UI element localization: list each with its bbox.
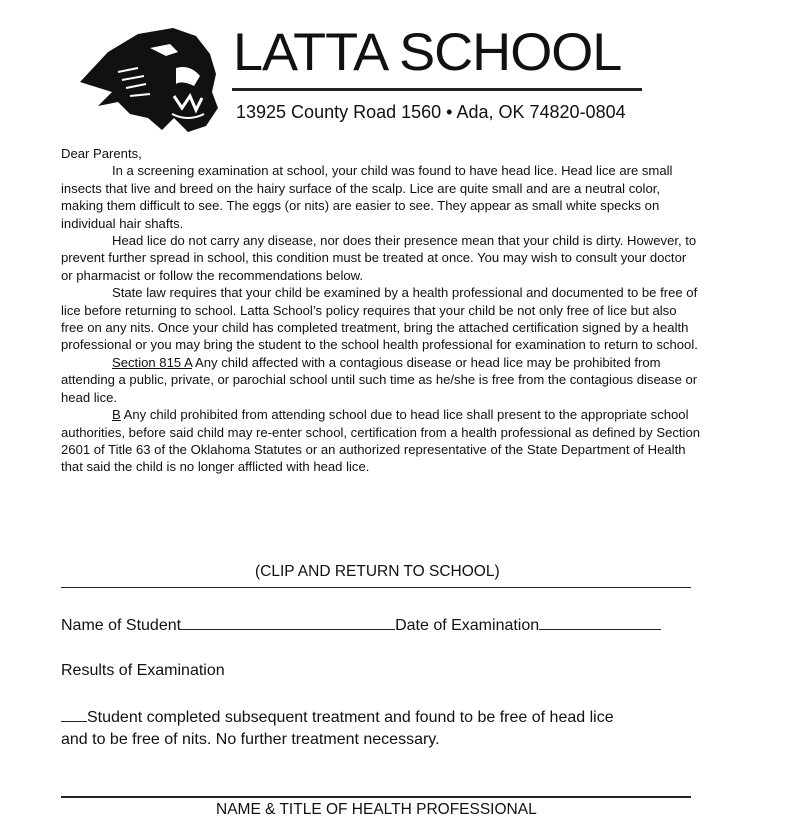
paragraph-screening: In a screening examination at school, your child was found to have head lice. Head lice are small insects that live and breed on the hairy surface of the scalp. Lice are quite small and are a neutral color, making them difficult to see. The eggs (or nits) are easier to see. They appear as small white specks on individual hair shafts.	[61, 163, 673, 231]
clip-divider	[61, 563, 691, 588]
result-option-line2: and to be free of nits. No further treatment necessary.	[61, 731, 440, 748]
paragraph-section-a	[61, 354, 701, 406]
panther-head-icon	[78, 22, 228, 134]
paragraph-section-b	[61, 406, 701, 476]
date-of-exam-label: Date of Examination	[395, 617, 540, 634]
signature-label: NAME & TITLE OF HEALTH PROFESSIONAL	[216, 801, 537, 818]
clip-label: (CLIP AND RETURN TO SCHOOL)	[255, 563, 500, 580]
salutation: Dear Parents,	[61, 146, 142, 161]
name-of-student-field[interactable]	[181, 615, 395, 630]
school-address: 13925 County Road 1560 • Ada, OK 74820-0804	[236, 102, 626, 122]
school-name: LATTA SCHOOL	[233, 23, 622, 82]
section-a-text: Any child affected with a contagious disease or head lice may be prohibited from attending a public, private, or parochial school until such time as he/she is free from the contagious disease or head lice.	[61, 354, 698, 405]
results-label: Results of Examination	[61, 662, 225, 679]
paragraph-disease: Head lice do not carry any disease, nor does their presence mean that your child is dirty. However, to prevent further spread in school, this condition must be treated at once. You may wish to consult your doctor or pharmacist or follow the recommendations below.	[61, 233, 697, 283]
result-checkbox-blank[interactable]	[61, 707, 87, 722]
result-option-line1: Student completed subsequent treatment and found to be free of head lice	[87, 709, 614, 726]
date-of-exam-field[interactable]	[539, 615, 661, 630]
section-a-label: Section 815 A	[112, 354, 193, 370]
header-divider	[232, 88, 642, 91]
letter-body	[61, 145, 701, 476]
section-b-label: B	[112, 407, 121, 423]
signature-line[interactable]	[61, 796, 691, 798]
name-of-student-label: Name of Student	[61, 617, 182, 634]
student-info-row	[61, 615, 661, 635]
result-option-row	[61, 707, 614, 727]
section-b-text: Any child prohibited from attending school due to head lice shall present to the appropriate school authorities, before said child may re-enter school, certification from a health professional as defined by Section 2601 of Title 63 of the Oklahoma Statutes or an authorized representative of the State Department of Health that said the child is no longer afflicted with head lice.	[61, 407, 701, 475]
paragraph-state-law: State law requires that your child be examined by a health professional and documented to be free of lice before returning to school. Latta School’s policy requires that your child be not only free of lice but also free on any nits. Once your child has completed treatment, bring the attached certification signed by a health professional or you may bring the student to the school health professional for examination to return to school.	[61, 285, 698, 353]
